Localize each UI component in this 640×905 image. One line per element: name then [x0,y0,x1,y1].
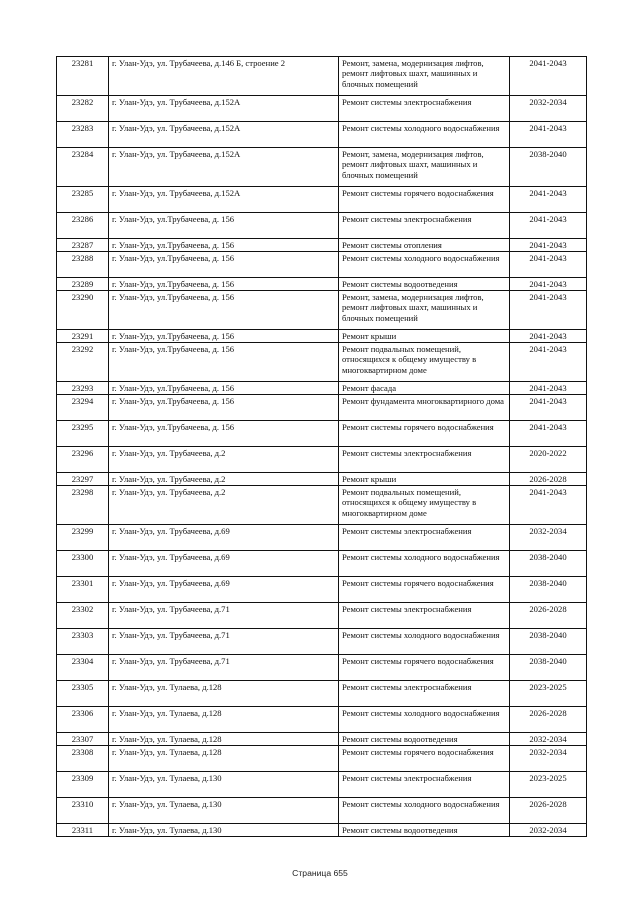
capital-repair-table [56,56,587,837]
row-number: 23295 [57,421,109,447]
row-number: 23309 [57,772,109,798]
table-row [57,239,587,252]
row-address: г. Улан-Удэ, ул. Трубачеева, д.71 [109,655,339,681]
row-work-type: Ремонт системы холодного водоснабжения [339,798,510,824]
row-number: 23303 [57,629,109,655]
row-work-type: Ремонт системы горячего водоснабжения [339,187,510,213]
table-row [57,681,587,707]
row-number: 23305 [57,681,109,707]
row-period: 2041-2043 [510,421,587,447]
row-work-type: Ремонт, замена, модернизация лифтов, ремонт лифтовых шахт, машинных и блочных помещений [339,291,510,330]
row-address: г. Улан-Удэ, ул. Трубачеева, д.69 [109,577,339,603]
row-work-type: Ремонт системы электроснабжения [339,681,510,707]
row-address: г. Улан-Удэ, ул. Тулаева, д.130 [109,798,339,824]
table-row [57,252,587,278]
row-number: 23285 [57,187,109,213]
row-address: г. Улан-Удэ, ул. Трубачеева, д.152А [109,148,339,187]
row-address: г. Улан-Удэ, ул. Тулаева, д.128 [109,681,339,707]
row-period: 2038-2040 [510,551,587,577]
row-address: г. Улан-Удэ, ул. Трубачеева, д.152А [109,187,339,213]
row-number: 23289 [57,278,109,291]
row-period: 2041-2043 [510,122,587,148]
row-period: 2041-2043 [510,252,587,278]
row-period: 2041-2043 [510,330,587,343]
table-row [57,447,587,473]
table-row [57,278,587,291]
table-row [57,629,587,655]
table-row [57,577,587,603]
row-work-type: Ремонт системы горячего водоснабжения [339,577,510,603]
row-address: г. Улан-Удэ, ул. Трубачеева, д.152А [109,122,339,148]
row-address: г. Улан-Удэ, ул. Трубачеева, д.152А [109,96,339,122]
row-work-type: Ремонт подвальных помещений, относящихся к общему имуществу в многоквартирном доме [339,343,510,382]
table-row [57,57,587,96]
table-row [57,525,587,551]
row-work-type: Ремонт фундамента многоквартирного дома [339,395,510,421]
row-number: 23300 [57,551,109,577]
row-address: г. Улан-Удэ, ул.Трубачеева, д. 156 [109,252,339,278]
row-period: 2026-2028 [510,707,587,733]
row-period: 2023-2025 [510,681,587,707]
row-number: 23284 [57,148,109,187]
row-period: 2041-2043 [510,382,587,395]
row-address: г. Улан-Удэ, ул.Трубачеева, д. 156 [109,330,339,343]
row-work-type: Ремонт системы холодного водоснабжения [339,707,510,733]
row-work-type: Ремонт, замена, модернизация лифтов, ремонт лифтовых шахт, машинных и блочных помещений [339,57,510,96]
row-number: 23306 [57,707,109,733]
row-period: 2041-2043 [510,343,587,382]
row-work-type: Ремонт системы отопления [339,239,510,252]
row-number: 23282 [57,96,109,122]
table-row [57,603,587,629]
row-work-type: Ремонт крыши [339,473,510,486]
table-row [57,421,587,447]
row-number: 23297 [57,473,109,486]
row-address: г. Улан-Удэ, ул. Тулаева, д.130 [109,824,339,837]
row-period: 2020-2022 [510,447,587,473]
row-address: г. Улан-Удэ, ул. Трубачеева, д.2 [109,447,339,473]
table-row [57,486,587,525]
table-row [57,343,587,382]
row-number: 23287 [57,239,109,252]
table-row [57,746,587,772]
row-address: г. Улан-Удэ, ул.Трубачеева, д. 156 [109,213,339,239]
row-work-type: Ремонт системы горячего водоснабжения [339,421,510,447]
row-address: г. Улан-Удэ, ул. Тулаева, д.128 [109,707,339,733]
row-address: г. Улан-Удэ, ул. Трубачеева, д.69 [109,525,339,551]
row-number: 23296 [57,447,109,473]
row-period: 2026-2028 [510,798,587,824]
row-work-type: Ремонт системы электроснабжения [339,213,510,239]
row-number: 23310 [57,798,109,824]
row-number: 23307 [57,733,109,746]
row-address: г. Улан-Удэ, ул. Трубачеева, д.2 [109,486,339,525]
row-period: 2038-2040 [510,577,587,603]
table-row [57,291,587,330]
row-work-type: Ремонт системы электроснабжения [339,772,510,798]
table-row [57,213,587,239]
row-period: 2032-2034 [510,824,587,837]
row-work-type: Ремонт системы электроснабжения [339,96,510,122]
row-number: 23311 [57,824,109,837]
row-work-type: Ремонт системы электроснабжения [339,447,510,473]
row-period: 2032-2034 [510,96,587,122]
table-row [57,733,587,746]
row-period: 2041-2043 [510,291,587,330]
row-period: 2038-2040 [510,655,587,681]
row-address: г. Улан-Удэ, ул.Трубачеева, д. 156 [109,239,339,252]
table-row [57,655,587,681]
table-row [57,96,587,122]
table-row [57,330,587,343]
table-row [57,551,587,577]
row-number: 23299 [57,525,109,551]
row-number: 23291 [57,330,109,343]
row-address: г. Улан-Удэ, ул. Тулаева, д.128 [109,746,339,772]
table-row [57,382,587,395]
row-address: г. Улан-Удэ, ул.Трубачеева, д. 156 [109,382,339,395]
row-number: 23294 [57,395,109,421]
row-work-type: Ремонт, замена, модернизация лифтов, ремонт лифтовых шахт, машинных и блочных помещений [339,148,510,187]
table-row [57,395,587,421]
row-number: 23301 [57,577,109,603]
row-number: 23298 [57,486,109,525]
row-number: 23308 [57,746,109,772]
row-work-type: Ремонт системы холодного водоснабжения [339,252,510,278]
table-row [57,772,587,798]
row-address: г. Улан-Удэ, ул. Тулаева, д.130 [109,772,339,798]
table-row [57,473,587,486]
row-work-type: Ремонт системы водоотведения [339,278,510,291]
row-period: 2032-2034 [510,525,587,551]
table-row [57,824,587,837]
row-period: 2041-2043 [510,57,587,96]
row-work-type: Ремонт системы холодного водоснабжения [339,629,510,655]
row-period: 2041-2043 [510,187,587,213]
row-address: г. Улан-Удэ, ул.Трубачеева, д. 156 [109,291,339,330]
row-number: 23293 [57,382,109,395]
row-work-type: Ремонт системы водоотведения [339,824,510,837]
table-row [57,798,587,824]
table-row [57,707,587,733]
row-address: г. Улан-Удэ, ул.Трубачеева, д. 156 [109,421,339,447]
row-address: г. Улан-Удэ, ул. Трубачеева, д.146 Б, строение 2 [109,57,339,96]
row-period: 2026-2028 [510,603,587,629]
table-row [57,122,587,148]
row-period: 2026-2028 [510,473,587,486]
row-work-type: Ремонт системы электроснабжения [339,603,510,629]
row-work-type: Ремонт системы водоотведения [339,733,510,746]
row-period: 2038-2040 [510,148,587,187]
row-address: г. Улан-Удэ, ул. Трубачеева, д.71 [109,603,339,629]
table-body [57,57,587,837]
row-work-type: Ремонт системы электроснабжения [339,525,510,551]
row-number: 23292 [57,343,109,382]
row-work-type: Ремонт фасада [339,382,510,395]
row-period: 2041-2043 [510,278,587,291]
row-work-type: Ремонт подвальных помещений, относящихся к общему имуществу в многоквартирном доме [339,486,510,525]
row-address: г. Улан-Удэ, ул.Трубачеева, д. 156 [109,343,339,382]
row-period: 2032-2034 [510,733,587,746]
row-address: г. Улан-Удэ, ул.Трубачеева, д. 156 [109,395,339,421]
row-work-type: Ремонт крыши [339,330,510,343]
row-number: 23304 [57,655,109,681]
row-work-type: Ремонт системы горячего водоснабжения [339,655,510,681]
row-period: 2023-2025 [510,772,587,798]
row-address: г. Улан-Удэ, ул. Трубачеева, д.71 [109,629,339,655]
table-row [57,148,587,187]
row-number: 23286 [57,213,109,239]
row-period: 2041-2043 [510,213,587,239]
row-period: 2032-2034 [510,746,587,772]
page-number: Страница 655 [292,868,348,878]
row-address: г. Улан-Удэ, ул. Трубачеева, д.69 [109,551,339,577]
row-address: г. Улан-Удэ, ул. Трубачеева, д.2 [109,473,339,486]
row-period: 2041-2043 [510,395,587,421]
row-work-type: Ремонт системы горячего водоснабжения [339,746,510,772]
row-address: г. Улан-Удэ, ул.Трубачеева, д. 156 [109,278,339,291]
row-period: 2038-2040 [510,629,587,655]
row-number: 23283 [57,122,109,148]
row-address: г. Улан-Удэ, ул. Тулаева, д.128 [109,733,339,746]
row-work-type: Ремонт системы холодного водоснабжения [339,122,510,148]
row-period: 2041-2043 [510,239,587,252]
row-number: 23281 [57,57,109,96]
row-number: 23288 [57,252,109,278]
row-period: 2041-2043 [510,486,587,525]
row-number: 23290 [57,291,109,330]
row-work-type: Ремонт системы холодного водоснабжения [339,551,510,577]
table-row [57,187,587,213]
row-number: 23302 [57,603,109,629]
